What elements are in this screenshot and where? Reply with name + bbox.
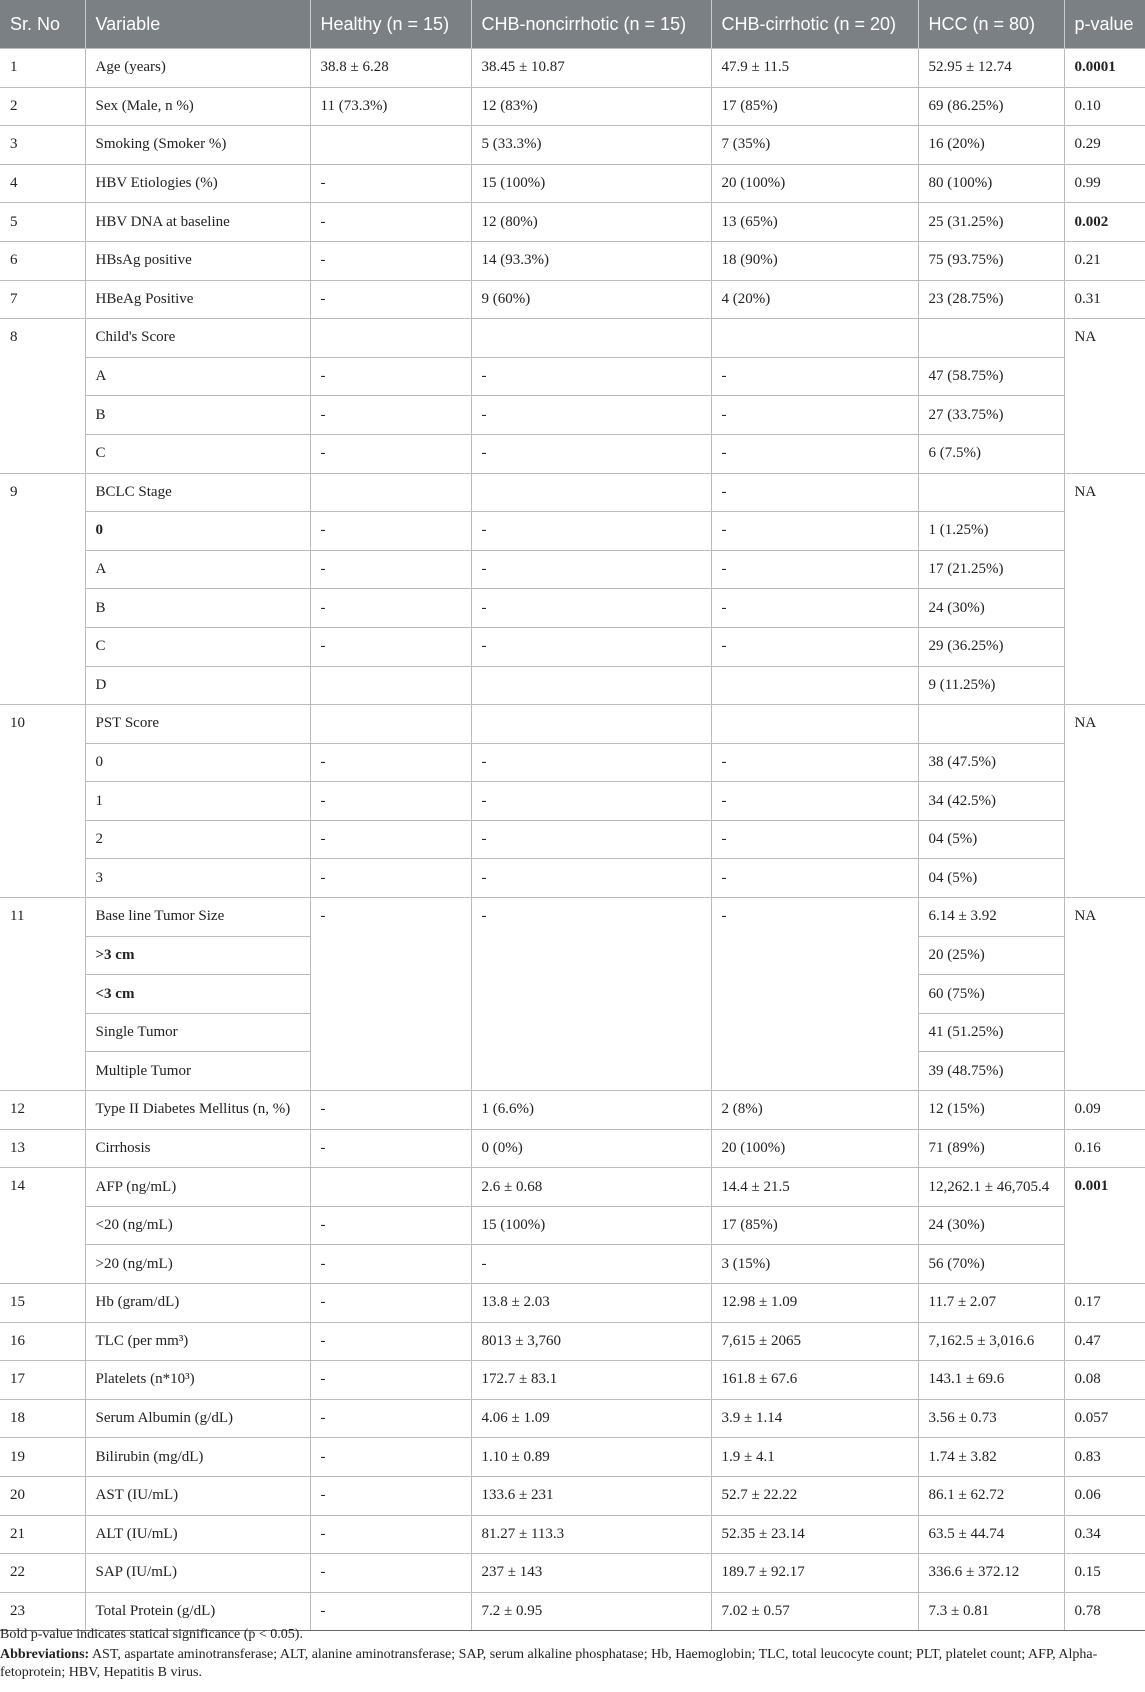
header-healthy: Healthy (n = 15)	[310, 0, 471, 49]
cell-hcc: 56 (70%)	[918, 1245, 1064, 1284]
cell-chb-cirrhotic: -	[711, 396, 918, 435]
cell-healthy: -	[310, 743, 471, 782]
cell-sr-no: 5	[0, 203, 85, 242]
header-chb-cirrhotic: CHB-cirrhotic (n = 20)	[711, 0, 918, 49]
cell-variable: Single Tumor	[85, 1013, 310, 1052]
table-row	[0, 1284, 1145, 1323]
cell-hcc: 6 (7.5%)	[918, 434, 1064, 473]
cell-chb-noncirrhotic: -	[471, 396, 711, 435]
table-row	[0, 1168, 1145, 1207]
cell-chb-noncirrhotic: 12 (83%)	[471, 87, 711, 126]
cell-pvalue: NA	[1064, 319, 1145, 473]
table-row	[0, 203, 1145, 242]
cell-pvalue: 0.057	[1064, 1399, 1145, 1438]
cell-hcc: 80 (100%)	[918, 164, 1064, 203]
cell-chb-cirrhotic: 12.98 ± 1.09	[711, 1284, 918, 1323]
cell-variable: C	[85, 434, 310, 473]
table-row	[0, 49, 1145, 88]
cell-hcc: 17 (21.25%)	[918, 550, 1064, 589]
cell-chb-cirrhotic: 18 (90%)	[711, 241, 918, 280]
table-body	[0, 49, 1145, 1631]
cell-healthy: -	[310, 589, 471, 628]
cell-variable: HBV DNA at baseline	[85, 203, 310, 242]
cell-chb-noncirrhotic: -	[471, 589, 711, 628]
cell-healthy: -	[310, 820, 471, 859]
cell-variable: AFP (ng/mL)	[85, 1168, 310, 1207]
table-header-row	[0, 0, 1145, 49]
cell-chb-cirrhotic	[711, 319, 918, 358]
cell-variable: B	[85, 589, 310, 628]
cell-chb-cirrhotic: -	[711, 434, 918, 473]
cell-hcc	[918, 473, 1064, 512]
cell-chb-noncirrhotic: -	[471, 512, 711, 551]
cell-healthy: -	[310, 164, 471, 203]
table-row	[0, 666, 1145, 705]
cell-chb-noncirrhotic: -	[471, 782, 711, 821]
cell-chb-cirrhotic: 189.7 ± 92.17	[711, 1554, 918, 1593]
cell-hcc: 60 (75%)	[918, 975, 1064, 1014]
cell-chb-noncirrhotic: 14 (93.3%)	[471, 241, 711, 280]
cell-variable: <20 (ng/mL)	[85, 1206, 310, 1245]
cell-hcc: 9 (11.25%)	[918, 666, 1064, 705]
cell-hcc: 86.1 ± 62.72	[918, 1476, 1064, 1515]
cell-variable: Smoking (Smoker %)	[85, 126, 310, 165]
cell-healthy: -	[310, 627, 471, 666]
cell-variable: >3 cm	[85, 936, 310, 975]
cell-healthy	[310, 319, 471, 358]
table-row	[0, 898, 1145, 937]
cell-variable: C	[85, 627, 310, 666]
cell-sr-no: 16	[0, 1322, 85, 1361]
cell-variable: Hb (gram/dL)	[85, 1284, 310, 1323]
table-row	[0, 820, 1145, 859]
table-row	[0, 1438, 1145, 1477]
cell-pvalue: NA	[1064, 898, 1145, 1091]
cell-chb-cirrhotic: 14.4 ± 21.5	[711, 1168, 918, 1207]
cell-pvalue: 0.21	[1064, 241, 1145, 280]
cell-sr-no: 20	[0, 1476, 85, 1515]
cell-chb-cirrhotic: 20 (100%)	[711, 164, 918, 203]
table-row	[0, 1091, 1145, 1130]
table-row	[0, 319, 1145, 358]
cell-chb-cirrhotic: -	[711, 357, 918, 396]
cell-chb-noncirrhotic	[471, 319, 711, 358]
cell-healthy: -	[310, 357, 471, 396]
cell-pvalue: 0.29	[1064, 126, 1145, 165]
cell-variable: <3 cm	[85, 975, 310, 1014]
cell-healthy	[310, 666, 471, 705]
cell-healthy: 38.8 ± 6.28	[310, 49, 471, 88]
cell-sr-no: 23	[0, 1592, 85, 1631]
cell-chb-noncirrhotic: -	[471, 820, 711, 859]
cell-sr-no: 7	[0, 280, 85, 319]
cell-pvalue: 0.001	[1064, 1168, 1145, 1284]
cell-chb-cirrhotic: 7.02 ± 0.57	[711, 1592, 918, 1631]
cell-healthy: -	[310, 241, 471, 280]
cell-healthy	[310, 126, 471, 165]
cell-hcc: 27 (33.75%)	[918, 396, 1064, 435]
cell-chb-noncirrhotic: -	[471, 627, 711, 666]
cell-healthy: -	[310, 1361, 471, 1400]
cell-pvalue: 0.17	[1064, 1284, 1145, 1323]
cell-variable: Base line Tumor Size	[85, 898, 310, 937]
cell-sr-no: 9	[0, 473, 85, 705]
table-row	[0, 164, 1145, 203]
cell-healthy: -	[310, 280, 471, 319]
cell-variable: HBsAg positive	[85, 241, 310, 280]
cell-chb-cirrhotic: 17 (85%)	[711, 1206, 918, 1245]
cell-hcc: 52.95 ± 12.74	[918, 49, 1064, 88]
cell-sr-no: 19	[0, 1438, 85, 1477]
cell-pvalue: NA	[1064, 705, 1145, 898]
cell-chb-cirrhotic: 7 (35%)	[711, 126, 918, 165]
cell-healthy: -	[310, 1322, 471, 1361]
cell-pvalue: 0.0001	[1064, 49, 1145, 88]
cell-sr-no: 11	[0, 898, 85, 1091]
cell-hcc: 12 (15%)	[918, 1091, 1064, 1130]
cell-pvalue: 0.08	[1064, 1361, 1145, 1400]
cell-variable: HBV Etiologies (%)	[85, 164, 310, 203]
cell-pvalue: 0.34	[1064, 1515, 1145, 1554]
cell-hcc: 1 (1.25%)	[918, 512, 1064, 551]
cell-healthy: -	[310, 1554, 471, 1593]
cell-chb-noncirrhotic: -	[471, 743, 711, 782]
cell-sr-no: 12	[0, 1091, 85, 1130]
cell-hcc: 143.1 ± 69.6	[918, 1361, 1064, 1400]
cell-chb-cirrhotic: -	[711, 859, 918, 898]
cell-hcc	[918, 319, 1064, 358]
cell-variable: Age (years)	[85, 49, 310, 88]
cell-healthy: -	[310, 1399, 471, 1438]
header-chb-noncirrhotic: CHB-noncirrhotic (n = 15)	[471, 0, 711, 49]
cell-hcc: 29 (36.25%)	[918, 627, 1064, 666]
header-variable: Variable	[85, 0, 310, 49]
cell-variable: A	[85, 550, 310, 589]
cell-sr-no: 6	[0, 241, 85, 280]
cell-chb-cirrhotic: -	[711, 898, 918, 1091]
cell-healthy: -	[310, 898, 471, 1091]
cell-sr-no: 21	[0, 1515, 85, 1554]
cell-chb-cirrhotic: 47.9 ± 11.5	[711, 49, 918, 88]
cell-hcc: 6.14 ± 3.92	[918, 898, 1064, 937]
cell-hcc: 24 (30%)	[918, 1206, 1064, 1245]
cell-pvalue: 0.99	[1064, 164, 1145, 203]
cell-chb-noncirrhotic: 2.6 ± 0.68	[471, 1168, 711, 1207]
cell-hcc: 23 (28.75%)	[918, 280, 1064, 319]
table-row	[0, 1399, 1145, 1438]
cell-hcc: 25 (31.25%)	[918, 203, 1064, 242]
cell-sr-no: 14	[0, 1168, 85, 1284]
cell-healthy: -	[310, 1284, 471, 1323]
abbreviations-label: Abbreviations:	[0, 1647, 90, 1662]
cell-pvalue: 0.83	[1064, 1438, 1145, 1477]
cell-chb-noncirrhotic: 1.10 ± 0.89	[471, 1438, 711, 1477]
cell-chb-cirrhotic: 1.9 ± 4.1	[711, 1438, 918, 1477]
cell-variable: 0	[85, 743, 310, 782]
cell-sr-no: 13	[0, 1129, 85, 1168]
cell-healthy: -	[310, 1476, 471, 1515]
cell-sr-no: 17	[0, 1361, 85, 1400]
cell-variable: Multiple Tumor	[85, 1052, 310, 1091]
cell-chb-cirrhotic: 7,615 ± 2065	[711, 1322, 918, 1361]
cell-sr-no: 3	[0, 126, 85, 165]
cell-healthy: -	[310, 1438, 471, 1477]
cell-healthy: -	[310, 1206, 471, 1245]
cell-pvalue: 0.06	[1064, 1476, 1145, 1515]
table-row	[0, 705, 1145, 744]
cell-chb-cirrhotic: 4 (20%)	[711, 280, 918, 319]
cell-hcc: 41 (51.25%)	[918, 1013, 1064, 1052]
cell-variable: Platelets (n*10³)	[85, 1361, 310, 1400]
table-footnote	[0, 1626, 1145, 1684]
cell-hcc: 75 (93.75%)	[918, 241, 1064, 280]
cell-healthy: -	[310, 1091, 471, 1130]
cell-hcc: 336.6 ± 372.12	[918, 1554, 1064, 1593]
table-row	[0, 241, 1145, 280]
cell-chb-noncirrhotic	[471, 666, 711, 705]
table-row	[0, 550, 1145, 589]
cell-healthy: 11 (73.3%)	[310, 87, 471, 126]
cell-variable: PST Score	[85, 705, 310, 744]
cell-hcc: 7.3 ± 0.81	[918, 1592, 1064, 1631]
table-row	[0, 87, 1145, 126]
cell-chb-cirrhotic: -	[711, 550, 918, 589]
cell-variable: Sex (Male, n %)	[85, 87, 310, 126]
cell-chb-cirrhotic: -	[711, 743, 918, 782]
cell-pvalue: 0.31	[1064, 280, 1145, 319]
table-row	[0, 512, 1145, 551]
cell-variable: D	[85, 666, 310, 705]
table-row	[0, 859, 1145, 898]
cell-healthy: -	[310, 550, 471, 589]
cell-hcc: 7,162.5 ± 3,016.6	[918, 1322, 1064, 1361]
cell-sr-no: 22	[0, 1554, 85, 1593]
table-row	[0, 1476, 1145, 1515]
cell-chb-noncirrhotic: 15 (100%)	[471, 1206, 711, 1245]
cell-variable: TLC (per mm³)	[85, 1322, 310, 1361]
cell-chb-noncirrhotic: 15 (100%)	[471, 164, 711, 203]
cell-hcc: 11.7 ± 2.07	[918, 1284, 1064, 1323]
cell-hcc: 71 (89%)	[918, 1129, 1064, 1168]
cell-chb-cirrhotic: -	[711, 627, 918, 666]
table-row	[0, 396, 1145, 435]
header-sr-no: Sr. No	[0, 0, 85, 49]
table-row	[0, 1515, 1145, 1554]
cell-chb-noncirrhotic: 9 (60%)	[471, 280, 711, 319]
cell-hcc: 34 (42.5%)	[918, 782, 1064, 821]
cell-chb-cirrhotic: 13 (65%)	[711, 203, 918, 242]
cell-chb-cirrhotic: -	[711, 589, 918, 628]
cell-variable: BCLC Stage	[85, 473, 310, 512]
cell-chb-noncirrhotic: 133.6 ± 231	[471, 1476, 711, 1515]
cell-chb-noncirrhotic: 7.2 ± 0.95	[471, 1592, 711, 1631]
cell-pvalue: 0.47	[1064, 1322, 1145, 1361]
cell-sr-no: 4	[0, 164, 85, 203]
cell-sr-no: 8	[0, 319, 85, 473]
cell-variable: 0	[85, 512, 310, 551]
cell-variable: 3	[85, 859, 310, 898]
cell-healthy: -	[310, 434, 471, 473]
cell-healthy: -	[310, 782, 471, 821]
cell-variable: ALT (IU/mL)	[85, 1515, 310, 1554]
cell-hcc: 24 (30%)	[918, 589, 1064, 628]
cell-healthy: -	[310, 859, 471, 898]
cell-healthy: -	[310, 1245, 471, 1284]
cell-healthy: -	[310, 203, 471, 242]
cell-sr-no: 15	[0, 1284, 85, 1323]
cell-variable: 2	[85, 820, 310, 859]
cell-variable: SAP (IU/mL)	[85, 1554, 310, 1593]
cell-healthy	[310, 1168, 471, 1207]
table-row	[0, 1322, 1145, 1361]
table-row	[0, 357, 1145, 396]
cell-hcc: 69 (86.25%)	[918, 87, 1064, 126]
cell-chb-noncirrhotic: 172.7 ± 83.1	[471, 1361, 711, 1400]
cell-chb-noncirrhotic: -	[471, 357, 711, 396]
cell-hcc: 47 (58.75%)	[918, 357, 1064, 396]
cell-hcc: 1.74 ± 3.82	[918, 1438, 1064, 1477]
cell-variable: A	[85, 357, 310, 396]
table-row	[0, 1129, 1145, 1168]
cell-healthy: -	[310, 1129, 471, 1168]
table-row	[0, 627, 1145, 666]
significance-note: Bold p-value indicates statical significance (p < 0.05).	[0, 1627, 303, 1642]
abbreviations-text: AST, aspartate aminotransferase; ALT, alanine aminotransferase; SAP, serum alkaline phosphatase; Hb, Haemoglobin; TLC, total leucocyte count; PLT, platelet count; AFP, Alpha-fetoprotein; HBV, Hepatitis B virus.	[0, 1647, 1098, 1680]
cell-chb-noncirrhotic: 4.06 ± 1.09	[471, 1399, 711, 1438]
table-row	[0, 589, 1145, 628]
cell-chb-cirrhotic	[711, 666, 918, 705]
cell-chb-noncirrhotic: 8013 ± 3,760	[471, 1322, 711, 1361]
cell-chb-noncirrhotic: -	[471, 859, 711, 898]
cell-pvalue: 0.78	[1064, 1592, 1145, 1631]
cell-chb-noncirrhotic: 1 (6.6%)	[471, 1091, 711, 1130]
cell-pvalue: 0.09	[1064, 1091, 1145, 1130]
header-hcc: HCC (n = 80)	[918, 0, 1064, 49]
cell-chb-cirrhotic	[711, 705, 918, 744]
cell-variable: 1	[85, 782, 310, 821]
cell-sr-no: 18	[0, 1399, 85, 1438]
cell-variable: Total Protein (g/dL)	[85, 1592, 310, 1631]
cell-hcc: 39 (48.75%)	[918, 1052, 1064, 1091]
cell-hcc: 63.5 ± 44.74	[918, 1515, 1064, 1554]
table-row	[0, 434, 1145, 473]
cell-chb-noncirrhotic: 0 (0%)	[471, 1129, 711, 1168]
cell-variable: B	[85, 396, 310, 435]
cell-chb-noncirrhotic: -	[471, 434, 711, 473]
cell-chb-noncirrhotic: 81.27 ± 113.3	[471, 1515, 711, 1554]
cell-variable: HBeAg Positive	[85, 280, 310, 319]
cell-chb-cirrhotic: 3 (15%)	[711, 1245, 918, 1284]
cell-chb-cirrhotic: -	[711, 782, 918, 821]
cell-chb-cirrhotic: 20 (100%)	[711, 1129, 918, 1168]
cell-chb-noncirrhotic: 12 (80%)	[471, 203, 711, 242]
cell-sr-no: 1	[0, 49, 85, 88]
cell-variable: Bilirubin (mg/dL)	[85, 1438, 310, 1477]
cell-healthy: -	[310, 512, 471, 551]
table-row	[0, 473, 1145, 512]
cell-chb-noncirrhotic: -	[471, 1245, 711, 1284]
cell-chb-noncirrhotic: 13.8 ± 2.03	[471, 1284, 711, 1323]
cell-healthy: -	[310, 1515, 471, 1554]
cell-healthy	[310, 473, 471, 512]
table-row	[0, 1206, 1145, 1245]
cell-hcc: 04 (5%)	[918, 859, 1064, 898]
table-row	[0, 743, 1145, 782]
cell-chb-cirrhotic: -	[711, 512, 918, 551]
cell-chb-noncirrhotic: -	[471, 898, 711, 1091]
cell-pvalue: 0.002	[1064, 203, 1145, 242]
cell-hcc	[918, 705, 1064, 744]
cell-chb-cirrhotic: -	[711, 473, 918, 512]
abbreviations-note	[0, 1646, 1145, 1682]
cell-hcc: 04 (5%)	[918, 820, 1064, 859]
cell-hcc: 12,262.1 ± 46,705.4	[918, 1168, 1064, 1207]
cell-pvalue: NA	[1064, 473, 1145, 705]
cell-healthy: -	[310, 1592, 471, 1631]
table-row	[0, 1361, 1145, 1400]
cell-hcc: 3.56 ± 0.73	[918, 1399, 1064, 1438]
cell-hcc: 16 (20%)	[918, 126, 1064, 165]
table-row	[0, 1554, 1145, 1593]
cell-variable: Type II Diabetes Mellitus (n, %)	[85, 1091, 310, 1130]
cell-variable: Serum Albumin (g/dL)	[85, 1399, 310, 1438]
table-row	[0, 1245, 1145, 1284]
header-pvalue: p-value	[1064, 0, 1145, 49]
cell-pvalue: 0.16	[1064, 1129, 1145, 1168]
cell-hcc: 38 (47.5%)	[918, 743, 1064, 782]
cell-chb-noncirrhotic: 5 (33.3%)	[471, 126, 711, 165]
cell-chb-noncirrhotic	[471, 473, 711, 512]
cell-variable: >20 (ng/mL)	[85, 1245, 310, 1284]
cell-hcc: 20 (25%)	[918, 936, 1064, 975]
cell-healthy: -	[310, 396, 471, 435]
cell-chb-noncirrhotic: 38.45 ± 10.87	[471, 49, 711, 88]
cell-sr-no: 2	[0, 87, 85, 126]
cell-chb-noncirrhotic: 237 ± 143	[471, 1554, 711, 1593]
cell-chb-cirrhotic: 2 (8%)	[711, 1091, 918, 1130]
cell-chb-cirrhotic: 3.9 ± 1.14	[711, 1399, 918, 1438]
cell-chb-cirrhotic: 52.35 ± 23.14	[711, 1515, 918, 1554]
cell-chb-cirrhotic: 17 (85%)	[711, 87, 918, 126]
table-row	[0, 782, 1145, 821]
cell-chb-cirrhotic: 52.7 ± 22.22	[711, 1476, 918, 1515]
cell-pvalue: 0.10	[1064, 87, 1145, 126]
cell-chb-cirrhotic: 161.8 ± 67.6	[711, 1361, 918, 1400]
cell-variable: AST (IU/mL)	[85, 1476, 310, 1515]
cell-chb-noncirrhotic: -	[471, 550, 711, 589]
cell-variable: Cirrhosis	[85, 1129, 310, 1168]
table-row	[0, 280, 1145, 319]
cell-chb-noncirrhotic	[471, 705, 711, 744]
cell-chb-cirrhotic: -	[711, 820, 918, 859]
cell-sr-no: 10	[0, 705, 85, 898]
table-row	[0, 126, 1145, 165]
cell-variable: Child's Score	[85, 319, 310, 358]
cell-pvalue: 0.15	[1064, 1554, 1145, 1593]
cell-healthy	[310, 705, 471, 744]
